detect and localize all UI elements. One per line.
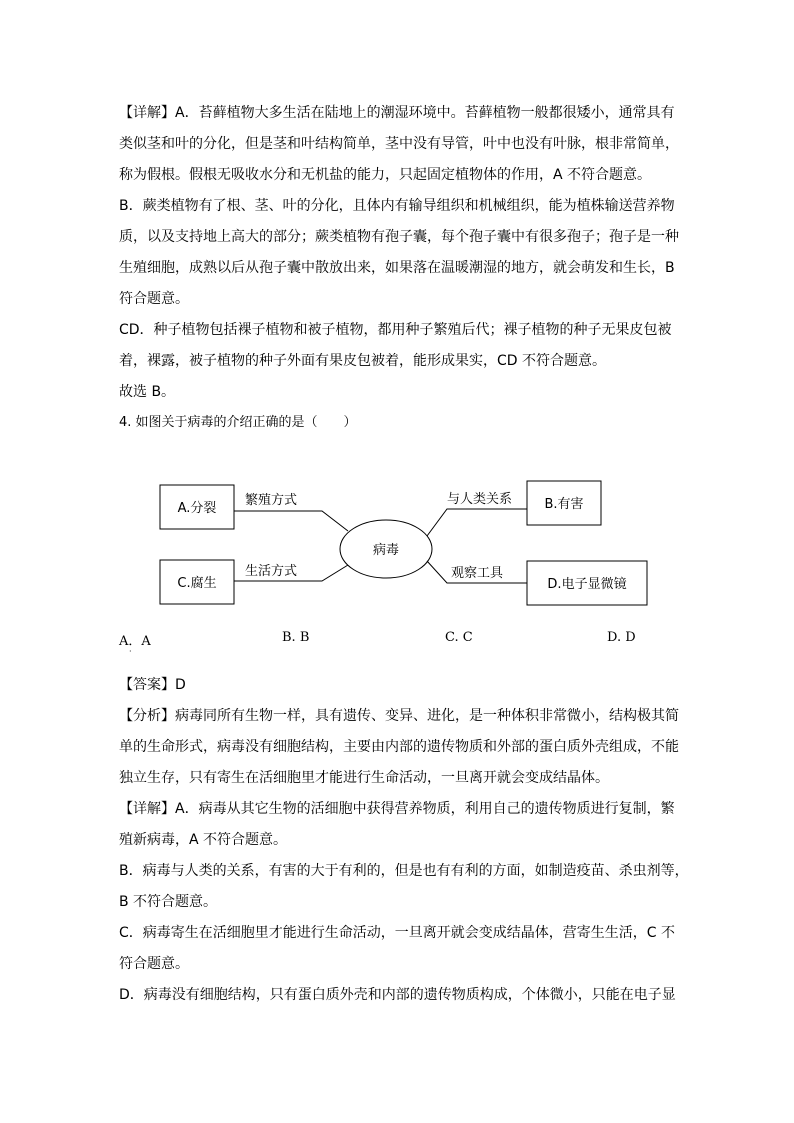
- text-line: 【详解】A．病毒从其它生物的活细胞中获得营养物质，利用自己的遗传物质进行复制，繁: [119, 801, 675, 817]
- text-line: B 不符合题意。: [119, 894, 218, 910]
- text-line: B．病毒与人类的关系，有害的大于有利的，但是也有有利的方面，如制造疫苗、杀虫剂等，: [119, 863, 689, 879]
- text-line: 故选 B。: [119, 384, 176, 400]
- box-c-label: C.腐生: [177, 576, 217, 591]
- answer-options: [0, 630, 794, 652]
- connector-a: [234, 511, 348, 531]
- text-line: 殖新病毒，A 不符合题意。: [119, 832, 288, 848]
- box-d-label: D.电子显微镜: [547, 577, 627, 592]
- option-b[interactable]: B. B: [282, 630, 310, 645]
- box-a-label: A.分裂: [177, 501, 217, 516]
- edge-label-c: 生活方式: [245, 564, 298, 579]
- option-c[interactable]: C. C: [445, 630, 473, 645]
- edge-label-b: 与人类关系: [447, 492, 513, 507]
- box-b-label: B.有害: [544, 497, 584, 512]
- text-line: 称为假根。假根无吸收水分和无机盐的能力，只起固定植物体的作用，A 不符合题意。: [119, 167, 652, 183]
- virus-diagram: [0, 470, 794, 620]
- text-line: 【分析】病毒同所有生物一样，具有遗传、变异、进化，是一种体积非常微小，结构极其简: [119, 708, 679, 724]
- text-line: 生殖细胞，成熟以后从孢子囊中散放出来，如果落在温暖潮湿的地方，就会萌发和生长，B: [119, 260, 675, 276]
- center-node-label: 病毒: [372, 543, 400, 558]
- text-line: 类似茎和叶的分化，但是茎和叶结构简单，茎中没有导管，叶中也没有叶脉，根非常简单，: [119, 136, 679, 152]
- text-line: 【详解】A．苔藓植物大多生活在陆地上的潮湿环境中。苔藓植物一般都很矮小，通常具有: [119, 105, 675, 121]
- answer-line: 【答案】D: [119, 677, 186, 693]
- question-text: 4. 如图关于病毒的介绍正确的是（ ）: [119, 415, 357, 430]
- text-line: 符合题意。: [119, 291, 189, 307]
- text-line: 质，以及支持地上高大的部分；蕨类植物有孢子囊，每个孢子囊中有很多孢子；孢子是一种: [119, 229, 679, 245]
- text-line: 符合题意。: [119, 956, 189, 972]
- scan-dot: ·: [129, 647, 132, 656]
- edge-label-d: 观察工具: [451, 566, 504, 581]
- text-line: 独立生存，只有寄生在活细胞里才能进行生命活动，一旦离开就会变成结晶体。: [119, 770, 609, 786]
- connector-b: [427, 509, 527, 536]
- edge-label-a: 繁殖方式: [245, 493, 298, 508]
- text-line: D．病毒没有细胞结构，只有蛋白质外壳和内部的遗传物质构成，个体微小，只能在电子显: [119, 987, 676, 1003]
- text-line: CD．种子植物包括裸子植物和被子植物，都用种子繁殖后代；裸子植物的种子无果皮包被: [119, 322, 672, 338]
- option-d[interactable]: D. D: [607, 630, 636, 645]
- option-a[interactable]: A．A: [119, 634, 151, 649]
- text-line: 单的生命形式，病毒没有细胞结构，主要由内部的遗传物质和外部的蛋白质外壳组成，不能: [119, 739, 679, 755]
- text-line: B．蕨类植物有了根、茎、叶的分化，且体内有输导组织和机械组织，能为植株输送营养物: [119, 198, 675, 214]
- text-line: 着，裸露，被子植物的种子外面有果皮包被着，能形成果实，CD 不符合题意。: [119, 353, 607, 369]
- text-line: C．病毒寄生在活细胞里才能进行生命活动，一旦离开就会变成结晶体，营寄生生活，C 不: [119, 925, 675, 941]
